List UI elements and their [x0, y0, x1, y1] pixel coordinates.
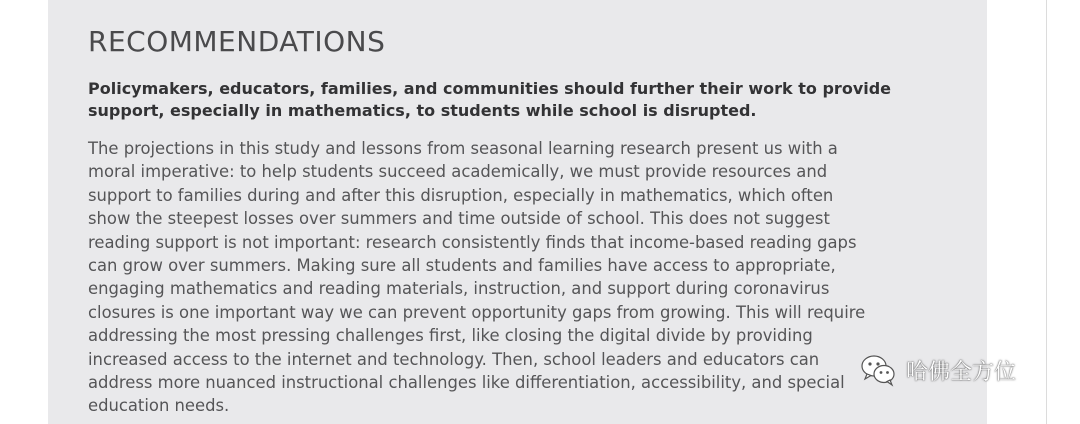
body-line: address more nuanced instructional challenges like differentiation, accessibility, and special — [88, 373, 845, 393]
page-edge-divider — [1046, 0, 1047, 424]
watermark — [858, 350, 1016, 390]
watermark-text: 哈佛全方位 — [906, 359, 1017, 385]
section-heading: RECOMMENDATIONS — [88, 25, 386, 58]
body-line: support to families during and after this disruption, especially in mathematics, which often — [88, 185, 834, 205]
wechat-icon — [858, 350, 898, 390]
lead-paragraph — [88, 78, 968, 122]
body-line: The projections in this study and lessons from seasonal learning research present us with a — [88, 139, 838, 158]
body-line: moral imperative: to help students succeed academically, we must provide resources and — [88, 162, 828, 182]
body-line: education needs. — [88, 396, 230, 416]
body-line: show the steepest losses over summers and time outside of school. This does not suggest — [88, 209, 830, 229]
lead-line: support, especially in mathematics, to students while school is disrupted. — [88, 101, 757, 120]
body-paragraph — [88, 137, 968, 418]
body-line: closures is one important way we can prevent opportunity gaps from growing. This will require — [88, 302, 866, 322]
body-line: engaging mathematics and reading materials, instruction, and support during coronavirus — [88, 279, 830, 299]
lead-line: Policymakers, educators, families, and communities should further their work to provide — [88, 79, 892, 98]
body-line: addressing the most pressing challenges first, like closing the digital divide by providing — [88, 326, 813, 346]
body-line: reading support is not important: research consistently finds that income-based reading gaps — [88, 232, 857, 252]
body-line: increased access to the internet and technology. Then, school leaders and educators can — [88, 349, 820, 369]
body-line: can grow over summers. Making sure all students and families have access to appropriate, — [88, 256, 836, 276]
